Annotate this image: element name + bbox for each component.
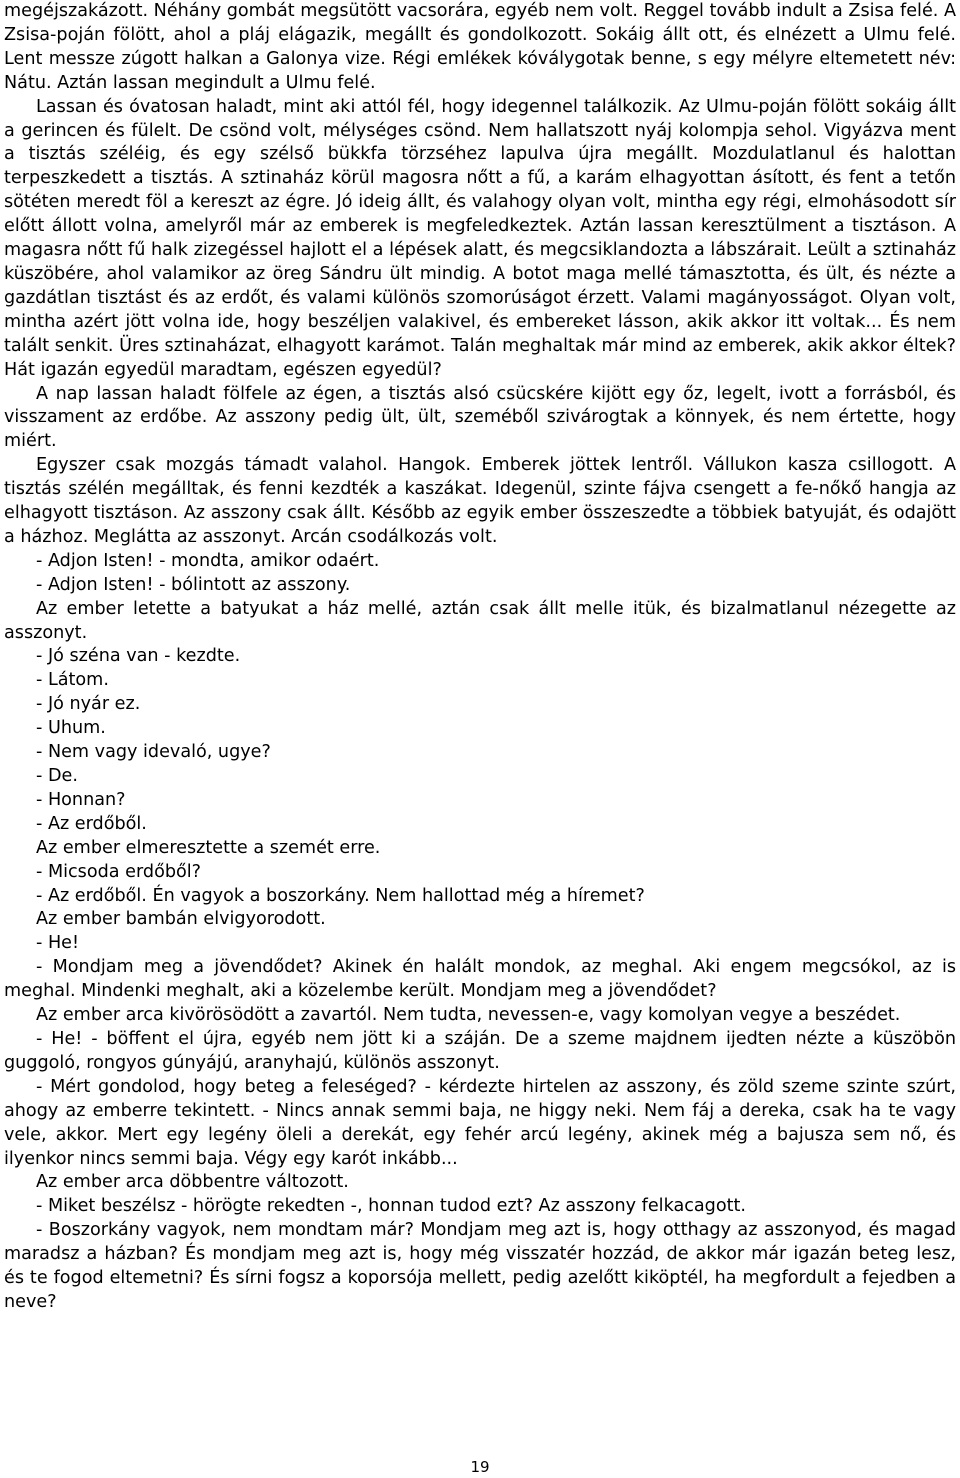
text-body	[4, 0, 956, 1315]
paragraph: Az ember arca kivörösödött a zavartól. Nem tudta, nevessen-e, vagy komolyan vegye a beszédet.	[36, 1005, 901, 1026]
paragraph: Az ember elmeresztette a szemét erre.	[36, 837, 381, 858]
paragraph: - Látom.	[36, 670, 109, 691]
paragraph: - Uhum.	[36, 718, 106, 739]
paragraph: - Nem vagy idevaló, ugye?	[36, 742, 271, 763]
paragraph: Lassan és óvatosan haladt, mint aki attól fél, hogy idegennel találkozik. Az Ulmu-poján fölött sokáig állt a gerincen és fülelt. De csönd volt, mélységes csönd. Nem hallatszott nyáj kolompja sehol. Vigyázva ment a tisztás széléig, és egy szélső bükkfa törzséhez lapulva újra megállt. Mozdulatlanul és halottan terpeszkedett a tisztás. A sztinaház körül magosra nőtt a fű, a karám elhagyottan ásított, és fent a tetőn sötéten meredt föl a kereszt az égre. Jó ideig állt, és valahogy olyan volt, mintha egy régi, elmohásodott sír előtt állott volna, amelyről már az emberek is megfeledkeztek. Aztán lassan keresztülment a tisztáson. A magasra nőtt fű halk zizegéssel hajlott el a lépések alatt, és megcsiklandozta a lábszárait. Leült a sztinaház küszöbére, ahol valamikor az öreg Sándru ült mindig. A botot maga mellé támasztotta, és ült, és nézte a gazdátlan tisztást és az erdőt, és valami különös szomorúságot érzett. Valami magányosságot. Olyan volt, mintha azért jött volna ide, hogy beszéljen valakivel, és embereket lásson, akik akkor itt voltak... És nem talált senkit. Üres sztinaházat, elhagyott karámot. Talán meghaltak már mind az emberek, akik akkor éltek? Hát igazán egyedül maradtam, egészen egyedül?	[4, 96, 956, 380]
paragraph: - Jó széna van - kezdte.	[36, 646, 241, 667]
paragraph: - Adjon Isten! - bólintott az asszony.	[36, 574, 351, 595]
paragraph: - Az erdőből.	[36, 813, 147, 834]
paragraph: A nap lassan haladt fölfele az égen, a tisztás alsó csücskére kijött egy őz, legelt, ivott a forrásból, és visszament az erdőbe. Az asszony pedig ült, ült, szeméből szivárogtak a könnyek, és nem értette, hogy miért.	[4, 383, 956, 452]
paragraph: Egyszer csak mozgás támadt valahol. Hangok. Emberek jöttek lentről. Vállukon kasza csillogott. A tisztás szélén megálltak, és fenni kezdték a kaszákat. Idegenül, szinte fájva csengett a fe-nőkő hangja az elhagyott tisztáson. Az asszony csak állt. Később az egyik ember összeszedte a többiek batyuját, és odajött a házhoz. Meglátta az asszonyt. Arcán csodálkozás volt.	[4, 455, 956, 547]
paragraph: - Mért gondolod, hogy beteg a feleséged? - kérdezte hirtelen az asszony, és zöld szeme szinte szúrt, ahogy az emberre tekintett. - Nincs annak semmi baja, ne higgy neki. Nem fáj a dereka, csak ha te vagy vele, akkor. Mert egy legény öleli a derekát, egy fehér arcú legény, akinek még a bajusza sem nő, és ilyenkor nincs semmi baja. Végy egy karót inkább...	[4, 1076, 956, 1169]
paragraph: - Jó nyár ez.	[36, 694, 141, 715]
paragraph: megéjszakázott. Néhány gombát megsütött vacsorára, egyéb nem volt. Reggel tovább indult a Zsisa felé. A Zsisa-poján fölött, ahol a pláj elágazik, megállt és gondolkozott. Sokáig állt ott, és elnézett a Ulmu felé. Lent messze zúgott halkan a Galonya vize. Régi emlékek kóválygotak benne, s egy mélyre eltemetett név: Nátu. Aztán lassan megindult a Ulmu felé.	[4, 1, 956, 93]
paragraph: Az ember bambán elvigyorodott.	[36, 909, 326, 930]
paragraph: - Az erdőből. Én vagyok a boszorkány. Nem hallottad még a híremet?	[36, 885, 645, 906]
paragraph: - Miket beszélsz - hörögte rekedten -, honnan tudod ezt? Az asszony felkacagott.	[36, 1196, 747, 1217]
paragraph: - Mondjam meg a jövendődet? Akinek én halált mondok, az meghal. Aki engem megcsókol, az is meghal. Mindenki meghalt, aki a közelembe került. Mondjam meg a jövendődet?	[4, 957, 956, 1002]
paragraph: Az ember letette a batyukat a ház mellé, aztán csak állt melle itük, és bizalmatlanul nézegette az asszonyt.	[4, 598, 956, 643]
paragraph: - De.	[36, 766, 78, 786]
page-number: 19	[470, 1458, 490, 1476]
paragraph: - Adjon Isten! - mondta, amikor odaért.	[36, 550, 380, 571]
paragraph: - Boszorkány vagyok, nem mondtam már? Mondjam meg azt is, hogy otthagy az asszonyod, és magad maradsz a házban? És mondjam meg azt is, hogy még visszatér hozzád, de akkor már igazán beteg lesz, és te fogod eltemetni? És sírni fogsz a koporsója mellett, pedig azelőtt kiköptél, ha megfordult a fejedben a neve?	[4, 1220, 956, 1312]
paragraph: - He!	[36, 933, 80, 954]
paragraph: - Honnan?	[36, 789, 126, 810]
paragraph: Az ember arca döbbentre változott.	[36, 1172, 349, 1193]
paragraph: - He! - böffent el újra, egyéb nem jött ki a száján. De a szeme majdnem ijedten nézte a küszöbön guggoló, rongyos gúnyájú, aranyhajú, különös asszonyt.	[4, 1028, 956, 1073]
paragraph: - Micsoda erdőből?	[36, 861, 201, 882]
